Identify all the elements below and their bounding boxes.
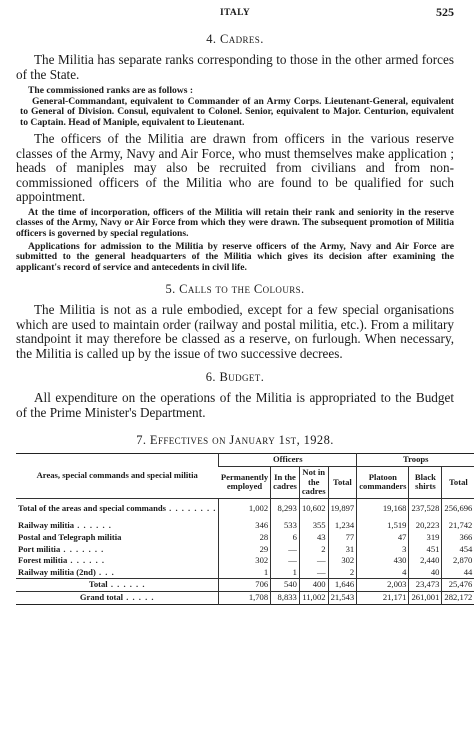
cell: 19,168 — [357, 498, 409, 516]
cell: 1,646 — [328, 579, 357, 592]
cell: — — [299, 567, 328, 579]
running-title: ITALY — [219, 8, 250, 18]
table-row — [16, 532, 474, 544]
cell: 1,519 — [357, 516, 409, 532]
effectives-table — [16, 453, 474, 604]
cell: 706 — [219, 579, 271, 592]
cell: 2 — [328, 567, 357, 579]
cell: 21,171 — [357, 591, 409, 604]
table-row — [16, 498, 474, 516]
row-label: Railway militia . . . . . . — [18, 520, 112, 531]
section-6-heading: 6. Budget. — [205, 370, 265, 385]
sec4-ranks-lead: The commissioned ranks are as follows : — [28, 85, 194, 96]
cell: 20,223 — [409, 516, 442, 532]
cell: 540 — [271, 579, 300, 592]
section-5-heading: 5. Calls to the Colours. — [165, 282, 305, 297]
cell: 1,002 — [219, 498, 271, 516]
cell: 454 — [442, 544, 474, 556]
table-row-total — [16, 579, 474, 592]
row-label: Grand total . . . . . — [16, 591, 219, 604]
cell: 21,742 — [442, 516, 474, 532]
cell: 2,870 — [442, 555, 474, 567]
cell: 319 — [409, 532, 442, 544]
cell: 6 — [271, 532, 300, 544]
sec6-paragraph-1: All expenditure on the operations of the Militia is appropriated to the Budget of the Prime Minister's Department. — [16, 390, 454, 420]
cell: 11,002 — [299, 591, 328, 604]
cell: 28 — [219, 532, 271, 544]
cell: 346 — [219, 516, 271, 532]
cell: 40 — [409, 567, 442, 579]
cell: 256,696 — [442, 498, 474, 516]
col-header-black-shirts: Black shirts — [409, 467, 442, 499]
cell: 355 — [299, 516, 328, 532]
cell: 451 — [409, 544, 442, 556]
cell: 21,543 — [328, 591, 357, 604]
cell: 302 — [328, 555, 357, 567]
cell: 400 — [299, 579, 328, 592]
row-label: Port militia . . . . . . . — [18, 543, 105, 554]
cell: 1,234 — [328, 516, 357, 532]
sec4-paragraph-3: The officers of the Militia are drawn from officers in the various reserve classes of the Army, Navy and Air Force, who must themselves make application ; heads of maniples may also be recruited from civilians and from non-commissioned officers of the Militia who are found to be qualified for such appointment. — [16, 131, 454, 205]
section-4-heading: 4. Cadres. — [206, 32, 264, 46]
cell: 261,001 — [409, 591, 442, 604]
cell: 29 — [219, 544, 271, 556]
cell: 533 — [271, 516, 300, 532]
col-header-in-cadres: In the cadres — [271, 467, 300, 499]
cell: — — [299, 555, 328, 567]
row-label: Forest militia . . . . . . — [18, 555, 106, 566]
table-row-grand-total — [16, 591, 474, 604]
col-header-permanent: Permanently employed — [219, 467, 271, 499]
row-label: Postal and Telegraph militia — [18, 532, 122, 542]
cell: 3 — [357, 544, 409, 556]
cell: 19,897 — [328, 498, 357, 516]
cell: 2,440 — [409, 555, 442, 567]
section-7-heading: 7. Effectives on January 1st, 1928. — [136, 433, 334, 448]
table-row — [16, 516, 474, 532]
row-label: Total of the areas and special commands . . . . . . . . — [18, 502, 217, 513]
cell: 23,473 — [409, 579, 442, 592]
cell: 31 — [328, 544, 357, 556]
group-header-officers: Officers — [219, 454, 357, 467]
cell: 2 — [299, 544, 328, 556]
cell: — — [271, 555, 300, 567]
col-header-total-officers: Total — [328, 467, 357, 499]
col-header-platoon: Platoon commanders — [357, 467, 409, 499]
cell: 47 — [357, 532, 409, 544]
col-header-area: Areas, special commands and special militia — [16, 454, 219, 498]
group-header-troops: Troops — [357, 454, 474, 467]
cell: 237,528 — [409, 498, 442, 516]
sec4-paragraph-4: At the time of incorporation, officers of the Militia will retain their rank and seniority in the reserve classes of the Army, Navy or Air Force from which they were drawn. The subsequent promotion of Militia officers is governed by special regulations. — [16, 206, 454, 240]
cell: 1 — [219, 567, 271, 579]
row-label: Railway militia (2nd) . . . — [18, 566, 115, 577]
cell: 44 — [442, 567, 474, 579]
table-row — [16, 544, 474, 556]
cell: 25,476 — [442, 579, 474, 592]
cell: 430 — [357, 555, 409, 567]
sec4-paragraph-1: The Militia has separate ranks corresponding to those in the other armed forces of the State. — [16, 52, 454, 82]
running-head — [16, 4, 454, 22]
cell: 8,833 — [271, 591, 300, 604]
cell: 2,003 — [357, 579, 409, 592]
row-label: Total . . . . . . — [16, 579, 219, 592]
sec4-paragraph-5: Applications for admission to the Militia by reserve officers of the Army, Navy and Air Force are submitted to the general headquarters of the Militia which gives its decision after examining the applicant's record of service and antecedents in civil life. — [16, 240, 454, 273]
cell: 366 — [442, 532, 474, 544]
col-header-not-in-cadres: Not in the cadres — [299, 467, 328, 499]
cell: — — [271, 544, 300, 556]
table-row — [16, 567, 474, 579]
cell: 8,293 — [271, 498, 300, 516]
cell: 1 — [271, 567, 300, 579]
col-header-total-troops: Total — [442, 467, 474, 499]
cell: 77 — [328, 532, 357, 544]
cell: 282,172 — [442, 591, 474, 604]
sec5-paragraph-1: The Militia is not as a rule embodied, except for a few special organisations which are used to maintain order (railway and postal militia, etc.). From a military standpoint it may therefore be classed as a reserve, on furlough. When necessary, the Militia is called up by the issue of two successive decrees. — [16, 302, 454, 361]
cell: 4 — [357, 567, 409, 579]
table-row — [16, 555, 474, 567]
cell: 10,602 — [299, 498, 328, 516]
sec4-ranks-list: General-Commandant, equivalent to Commander of an Army Corps. Lieutenant-General, equivalent to General of Division. Consul, equivalent to Colonel. Senior, equivalent to Major. Centurion, equivalent to Captain. Head of Maniple, equivalent to Lieutenant. — [20, 95, 454, 128]
cell: 43 — [299, 532, 328, 544]
cell: 1,708 — [219, 591, 271, 604]
page-number: 525 — [436, 5, 454, 19]
cell: 302 — [219, 555, 271, 567]
